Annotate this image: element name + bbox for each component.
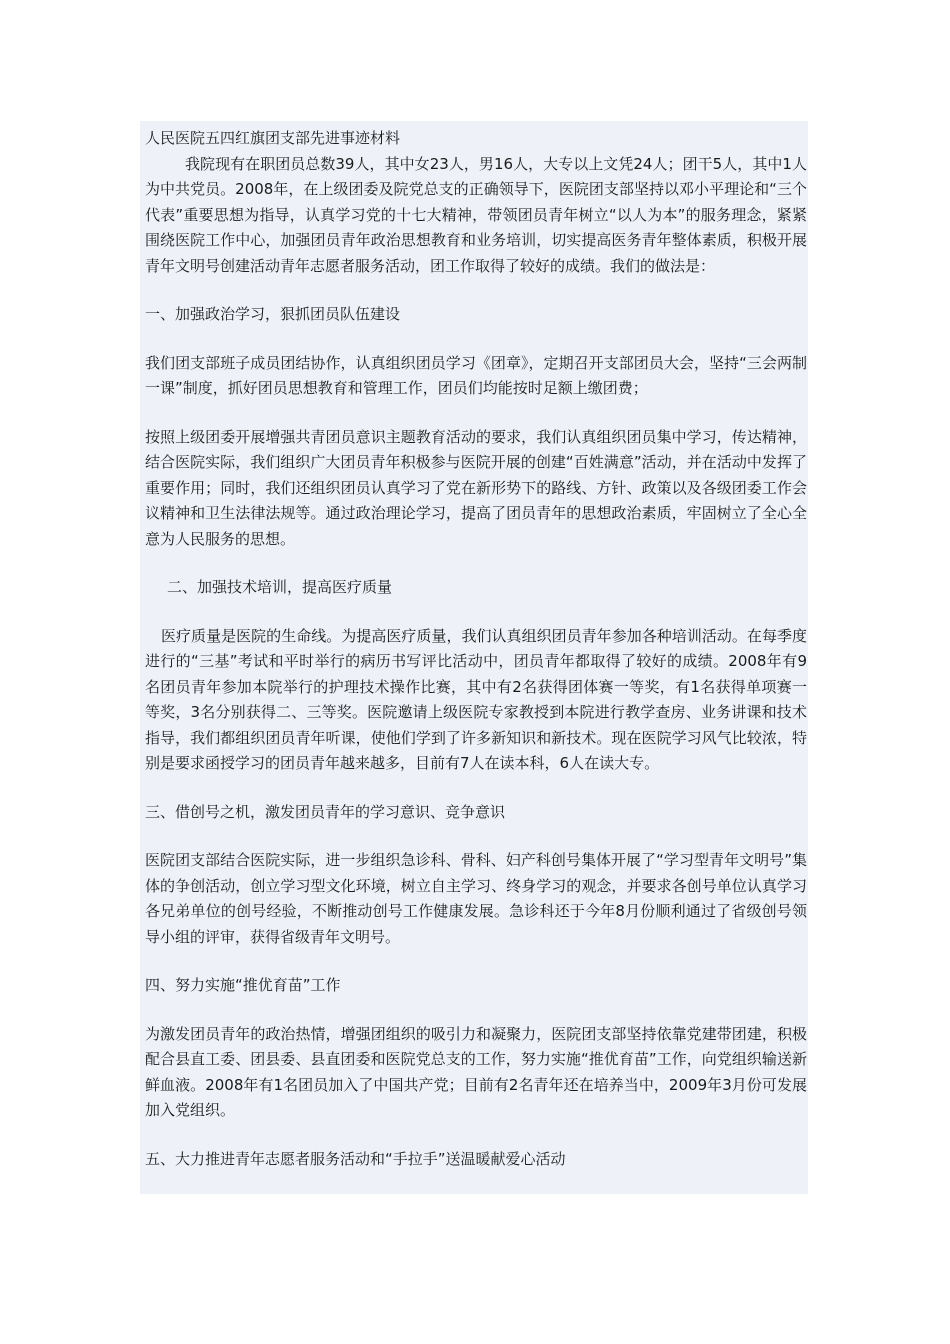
section-4-heading: 四、努力实施“推优育苗”工作 <box>145 976 341 994</box>
section-2-heading: 二、加强技术培训，提高医疗质量 <box>167 578 393 596</box>
section-1-heading: 一、加强政治学习，狠抓团员队伍建设 <box>145 305 401 323</box>
document-title: 人民医院五四红旗团支部先进事迹材料 <box>145 129 401 147</box>
section-3-paragraph-1: 医院团支部结合医院实际，进一步组织急诊科、骨科、妇产科创号集体开展了“学习型青年文明号”集体的争创活动，创立学习型文化环境，树立自主学习、终身学习的观念，并要求各创号单位认真学习各兄弟单位的创号经验，不断推动创号工作健康发展。急诊科还于今年8月份顺利通过了省级创号领导小组的评审，获得省级青年文明号。 <box>145 851 807 946</box>
section-5-heading: 五、大力推进青年志愿者服务活动和“手拉手”送温暖献爱心活动 <box>145 1149 566 1168</box>
document-body <box>145 126 807 1172</box>
section-1-paragraph-1: 我们团支部班子成员团结协作，认真组织团员学习《团章》，定期召开支部团员大会，坚持“三会两制一课”制度，抓好团员思想教育和管理工作，团员们均能按时足额上缴团费； <box>145 353 807 397</box>
section-2-paragraph-1: 医疗质量是医院的生命线。为提高医疗质量，我们认真组织团员青年参加各种培训活动。在每季度进行的“三基”考试和平时举行的病历书写评比活动中，团员青年都取得了较好的成绩。2008年有9名团员青年参加本院举行的护理技术操作比赛，其中有2名获得团体赛一等奖，有1名获得单项赛一等奖，3名分别获得二、三等奖。医院邀请上级医院专家教授到本院进行教学查房、业务讲课和技术指导，我们都组织团员青年听课，使他们学到了许多新知识和新技术。现在医院学习风气比较浓，特别是要求函授学习的团员青年越来越多，目前有7人在读本科，6人在读大专。 <box>145 626 807 772</box>
section-1-paragraph-2: 按照上级团委开展增强共青团员意识主题教育活动的要求，我们认真组织团员集中学习，传达精神，结合医院实际，我们组织广大团员青年积极参与医院开展的创建“百姓满意”活动，并在活动中发挥了重要作用；同时，我们还组织团员认真学习了党在新形势下的路线、方针、政策以及各级团委工作会议精神和卫生法律法规等。通过政治理论学习，提高了团员青年的思想政治素质，牢固树立了全心全意为人民服务的思想。 <box>145 427 807 548</box>
section-3-heading: 三、借创号之机，激发团员青年的学习意识、竞争意识 <box>145 802 506 821</box>
section-4-paragraph-1: 为激发团员青年的政治热情，增强团组织的吸引力和凝聚力，医院团支部坚持依靠党建带团建，积极配合县直工委、团县委、县直团委和医院党总支的工作，努力实施“推优育苗”工作，向党组织输送新鲜血液。2008年有1名团员加入了中国共产党；目前有2名青年还在培养当中，2009年3月份可发展加入党组织。 <box>145 1024 807 1119</box>
intro-paragraph: 我院现有在职团员总数39人，其中女23人，男16人，大专以上文凭24人；团干5人，其中1人为中共党员。2008年，在上级团委及院党总支的正确领导下，医院团支部坚持以邓小平理论和“三个代表”重要思想为指导，认真学习党的十七大精神，带领团员青年树立“以人为本”的服务理念，紧紧围绕医院工作中心，加强团员青年政治思想教育和业务培训，切实提高医务青年整体素质，积极开展青年文明号创建活动青年志愿者服务活动，团工作取得了较好的成绩。我们的做法是： <box>145 154 807 275</box>
